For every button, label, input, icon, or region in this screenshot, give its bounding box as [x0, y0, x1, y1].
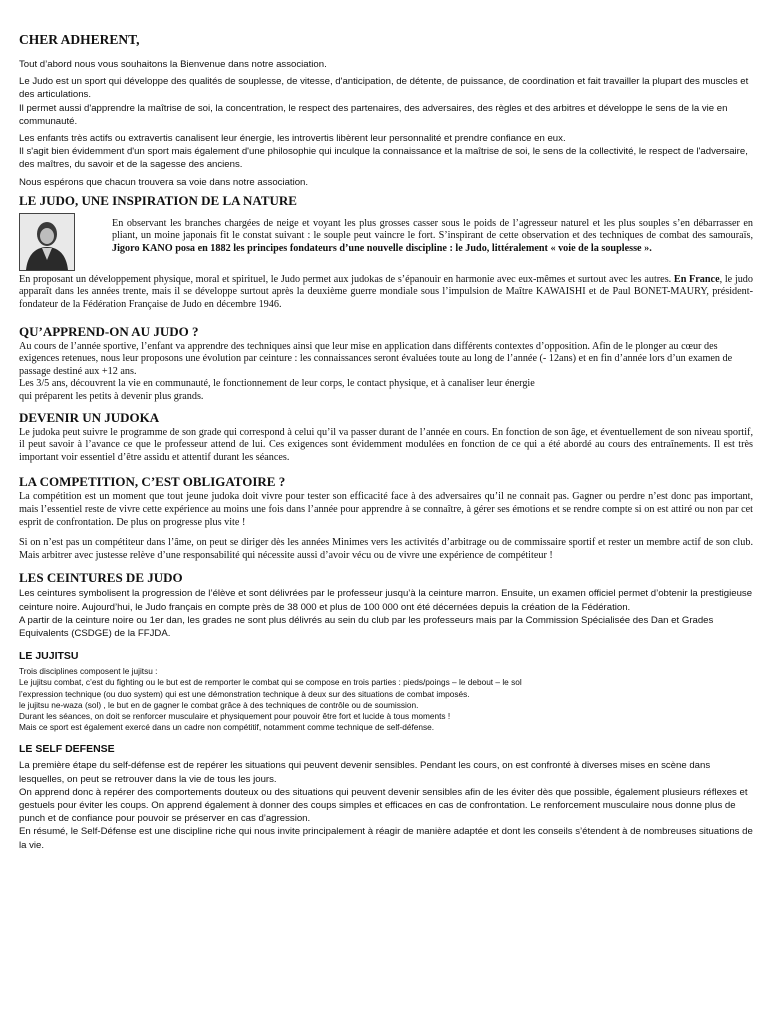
belts-paragraph-progression: Les ceintures symbolisent la progression de l’élève et sont délivrées par le professeur jusqu’à la ceinture marron. Ensuite, un examen officiel permet d’obtenir la prestigieuse ceinture noire. Aujourd’hui, le Judo français en compte près de 38 000 et plus de 100 000 ont été décernées depuis la création de la Fédération. [19, 588, 753, 613]
learn-paragraph-little-ones: Les 3/5 ans, découvrent la vie en communauté, le fonctionnement de leur corps, le contact physique, et à canaliser leur énergie [19, 378, 535, 390]
section-heading-belts: LES CEINTURES DE JUDO [19, 570, 183, 586]
section-heading-learn: QU’APPREND-ON AU JUDO ? [19, 323, 199, 339]
jujitsu-line: Trois disciplines composent le jujitsu : [19, 666, 158, 677]
jujitsu-line: l’expression technique (ou duo system) qui est une démonstration technique à deux sur des situations de combat imposés. [19, 688, 470, 699]
section-heading-jujitsu: LE JUJITSU [19, 650, 79, 663]
document-page [19, 32, 753, 852]
intro-paragraph-welcome: Tout d’abord nous vous souhaitons la Bienvenue dans notre association. [19, 59, 327, 70]
self-defense-paragraph-reflexes: On apprend donc à repérer des comportements douteux ou des situations qui peuvent devenir sensibles afin de les éviter dès que possible, également plusieurs réflexes et gestuels pour éviter les coups. On apprend également à donner des coups simples et efficaces en cas de confrontation. Le renforcement musculaire nous donne plus de punch et de confiance pour pouvoir se préserver en cas d’agression. [19, 786, 748, 825]
nature-paragraph-origin [112, 218, 753, 256]
nature-intro-block [19, 210, 753, 271]
competition-paragraph-referee: Si on n’est pas un compétiteur dans l’âme, on peut se diriger dès les années Minimes vers les activités d’arbitrage ou de commissaire sportif et rester un membre actif de son club. Mais arbitrer avec justesse relève d’une responsabilité qui nécessite aussi d’avoir vécu ou de vivre une expérience de compétiteur ! [19, 537, 753, 561]
section-heading-nature: LE JUDO, UNE INSPIRATION DE LA NATURE [19, 192, 297, 208]
section-heading-self-defense: LE SELF DEFENSE [19, 743, 115, 756]
jujitsu-line: le jujitsu ne-waza (sol) , le but en de gagner le combat grâce à des techniques de contrôle ou de soumission. [19, 699, 419, 710]
nature-paragraph-development [19, 274, 753, 312]
self-defense-paragraph-summary: En résumé, le Self-Défense est une discipline riche qui nous invite principalement à réagir de manière adaptée et dont les conseils s’étendent à de nombreuses situations de la vie. [19, 826, 753, 851]
nature-origin-bold: Jigoro KANO posa en 1882 les principes fondateurs d’une nouvelle discipline : le Judo, littéralement « voie de la souplesse ». [112, 243, 652, 255]
judoka-paragraph: Le judoka peut suivre le programme de son grade qui correspond à celui qu’il va passer durant de l’année en cours. En fonction de son âge, et éventuellement de son niveau sportif, il peut savoir à l’avance ce que le professeur attend de lui. Ces exigences sont évidemment modulées en fonction de ce qui a été abordé au cours des entraînements. Il est très important voir essentiel d’être assidu et attentif durant les séances. [19, 426, 753, 463]
intro-paragraph-philosophy: Il s'agit bien évidemment d'un sport mais également d'une philosophie qui inculque la connaissance et la maîtrise de soi, le sens de la collectivité, le respect de l'adversaire, des maîtres, du savoir et de la sagesse des anciens. [19, 146, 748, 171]
page-title: CHER ADHERENT, [19, 32, 140, 47]
jujitsu-line: Mais ce sport est également exercé dans un cadre non compétitif, notamment comme technique de self-défense. [19, 722, 435, 733]
self-defense-paragraph-situations: La première étape du self-défense est de repérer les situations qui peuvent devenir sensibles. Pendant les cours, on est confronté à diverses mises en scène dans lesquelles, on peut se retrouver dans la vie de tous les jours. [19, 760, 711, 785]
jujitsu-line: Durant les séances, on doit se renforcer musculaire et physiquement pour pouvoir être fort et lucide à tous moments ! [19, 710, 451, 721]
belts-paragraph-dan: A partir de la ceinture noire ou 1er dan, les grades ne sont plus délivrés au sein du club par les professeurs mais par la Commission Spécialisée des Dan et Grades Equivalents (CSDGE) de la FFJDA. [19, 614, 714, 639]
jujitsu-list [19, 666, 753, 733]
intro-paragraph-self-control: Il permet aussi d'apprendre la maîtrise de soi, la concentration, le respect des partenaires, des adversaires, des règles et des arbitres et développe le sens de la vie en communauté. [19, 102, 728, 127]
intro-paragraph-children: Les enfants très actifs ou extravertis canalisent leur énergie, les introvertis libèrent leur personnalité et prendre confiance en eux. [19, 133, 566, 145]
section-heading-competition: LA COMPETITION, C’EST OBLIGATOIRE ? [19, 474, 286, 490]
section-heading-judoka: DEVENIR UN JUDOKA [19, 409, 160, 425]
learn-paragraph-techniques: Au cours de l’année sportive, l’enfant va apprendre des techniques ainsi que leur mise en application dans différents contextes d’opposition. Afin de le plonger au cœur des exigences retenues, nous leur proposons une évolution par ceinture : les connaissances seront évaluées toute au long de l’année (- 12ans) et en fin d’année lors d’un examen de passage destiné aux +12 ans. [19, 340, 733, 377]
competition-paragraph-experience: La compétition est un moment que tout jeune judoka doit vivre pour tester son efficacité face à des adversaires qu’il ne connait pas. Gagner ou perdre n’est donc pas important, mais l’essentiel reste de vivre cette expérience au moins une fois dans l’année pour apprendre à se connaître, à gérer ses émotions et se rendre compte si on est attiré ou non par cet esprit de confrontation. De plus on progresse plus vite ! [19, 491, 753, 528]
portrait-photo-icon [19, 213, 75, 271]
nature-origin-text: En observant les branches chargées de neige et voyant les plus grosses casser sous le poids de l’agresseur naturel et les plus souples s’en débarrasser en pliant, un moine japonais fit le constat suivant : le souple peut vaincre le fort. S’inspirant de cette observation et des techniques de combat des samouraïs, [112, 217, 753, 242]
nature-development-bold: En France [673, 273, 720, 285]
nature-development-text-a: En proposant un développement physique, moral et spirituel, le Judo permet aux judokas de s’épanouir en harmonie avec eux-mêmes et surtout avec les autres. [19, 273, 674, 285]
jujitsu-line: Le jujitsu combat, c’est du fighting ou le but est de remporter le combat qui se compose en trois parties : pieds/poings – le debout – le sol [19, 677, 522, 688]
nature-development-text-b: , le judo apparaît dans les années trente, mais il se développe surtout après la deuxième guerre mondiale sous l’impulsion de Maître KAWAISHI et de Paul BONET-MAURY, président-fondateur de la Fédération Française de Judo en décembre 1946. [19, 273, 753, 311]
intro-paragraph-hope: Nous espérons que chacun trouvera sa voie dans notre association. [19, 176, 309, 188]
learn-paragraph-little-ones-end: qui préparent les petits à devenir plus grands. [19, 390, 204, 402]
intro-paragraph-qualities: Le Judo est un sport qui développe des qualités de souplesse, de vitesse, d'anticipation, de détente, de puissance, de coordination et fait travailler la plupart des muscles et des articulations. [19, 76, 749, 101]
